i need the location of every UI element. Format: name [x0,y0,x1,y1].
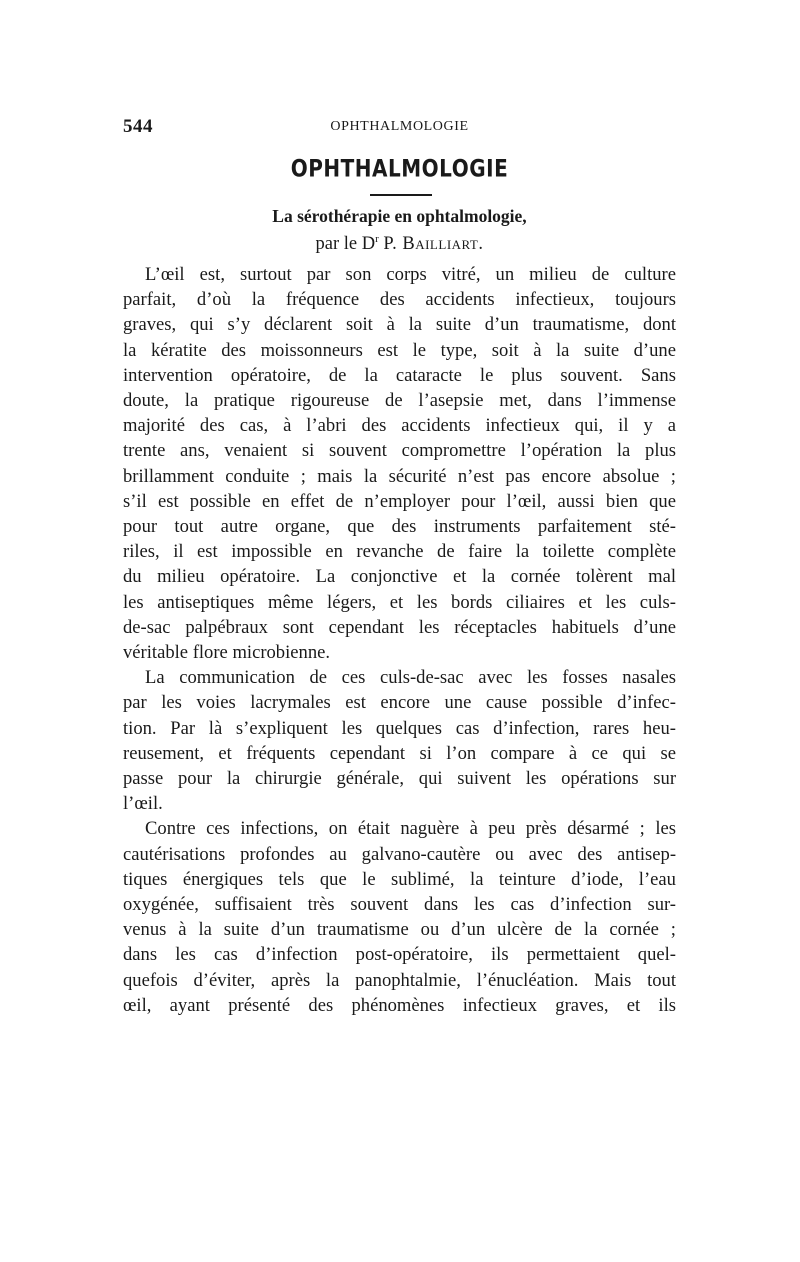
text-line: intervention opératoire, de la cataracte le plus souvent. Sans [123,364,676,386]
text-line: La communication de ces culs-de-sac avec les fosses nasales [145,667,676,689]
text-line: du milieu opératoire. La conjonctive et la cornée tolèrent mal [123,566,677,588]
byline-superscript: r [375,233,379,245]
text-line: par les voies lacrymales est encore une cause possible d’infec- [123,692,676,714]
text-line: passe pour la chirurgie générale, qui suivent les opérations sur [123,768,677,790]
text-line: reusement, et fréquents cependant si l’on compare à ce qui se [123,742,676,764]
section-title: OPHTHALMOLOGIE [290,154,509,183]
text-line: véritable flore microbienne. [123,642,331,664]
text-line: les antiseptiques même légers, et les bords ciliaires et les culs- [123,591,676,613]
text-line: tion. Par là s’expliquent les quelques cas d’infection, rares heu- [123,717,676,739]
text-line: venus à la suite d’un traumatisme ou d’un ulcère de la cornée ; [123,919,676,941]
text-line: doute, la pratique rigoureuse de l’asepsie met, dans l’immense [123,390,677,412]
text-line: trente ans, venaient si souvent compromettre l’opération la plus [123,440,677,462]
text-line: oxygénée, suffisaient très souvent dans les cas d’infection sur- [123,894,677,916]
paragraph-2 [123,665,676,816]
text-line: s’il est possible en effet de n’employer pour l’œil, aussi bien que [123,490,676,512]
byline [123,233,676,255]
text-line: la kératite des moissonneurs est le type, soit à la suite d’une [123,339,676,361]
text-line: graves, qui s’y déclarent soit à la suite d’un traumatisme, dont [123,314,677,336]
text-line: pour tout autre organe, que des instruments parfaitement sté- [123,516,676,538]
text-line: dans les cas d’infection post-opératoire, ils permettaient quel- [123,944,676,966]
byline-author: P. Bailliart. [383,234,484,255]
paragraph-3 [123,816,676,1018]
running-head [123,116,676,138]
text-line: majorité des cas, à l’abri des accidents infectieux qui, il y a [123,415,676,437]
article-title: La sérothérapie en ophtalmologie, [272,206,527,226]
text-line: Contre ces infections, on était naguère à peu près désarmé ; les [145,818,676,840]
text-line: parfait, d’où la fréquence des accidents infectieux, toujours [123,289,677,311]
text-line: œil, ayant présenté des phénomènes infectieux graves, et ils [123,994,676,1016]
text-line: l’œil. [123,793,163,815]
text-line: tiques énergiques tels que le sublimé, la teinture d’iode, l’eau [123,868,676,890]
text-line: cautérisations profondes au galvano-cautère ou avec des antisep- [123,843,677,865]
byline-prefix: par le D [315,234,376,255]
text-line: brillamment conduite ; mais la sécurité n’est pas encore absolue ; [123,465,676,487]
title-rule [370,194,432,196]
body-text [123,262,676,1018]
running-title: OPHTHALMOLOGIE [330,119,469,134]
text-line: L’œil est, surtout par son corps vitré, un milieu de culture [145,264,676,285]
text-line: de-sac palpébraux sont cependant les réceptacles habituels d’une [123,616,677,638]
paragraph-1 [123,262,676,665]
page-number: 544 [123,116,153,137]
text-line: riles, il est impossible en revanche de faire la toilette complète [123,541,676,563]
text-line: quefois d’éviter, après la panophtalmie, l’énucléation. Mais tout [123,969,677,991]
